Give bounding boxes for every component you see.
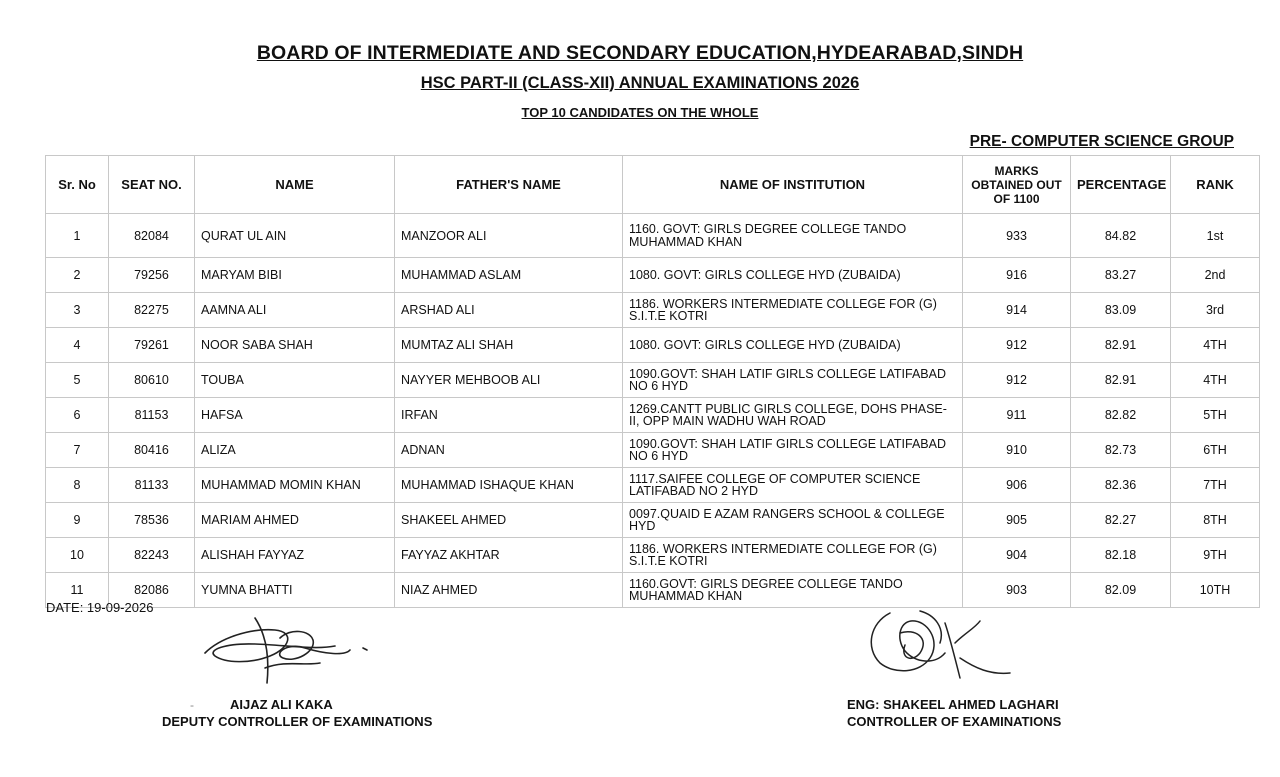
board-title: BOARD OF INTERMEDIATE AND SECONDARY EDUCATION,HYDEARABAD,SINDH xyxy=(256,42,1024,64)
cell-name: ALIZA xyxy=(195,433,395,468)
cell-rank: 6TH xyxy=(1171,433,1260,468)
cell-father: ADNAN xyxy=(395,433,623,468)
cell-institution: 1186. WORKERS INTERMEDIATE COLLEGE FOR (G) S.I.T.E KOTRI xyxy=(623,538,963,573)
cell-institution: 1117.SAIFEE COLLEGE OF COMPUTER SCIENCE LATIFABAD NO 2 HYD xyxy=(623,468,963,503)
cell-father: MANZOOR ALI xyxy=(395,214,623,258)
cell-sr: 9 xyxy=(46,503,109,538)
cell-sr: 10 xyxy=(46,538,109,573)
table-row xyxy=(46,363,1260,398)
signature-deputy-controller xyxy=(195,608,385,688)
col-header-marks: MARKS OBTAINED OUT OF 1100 xyxy=(963,156,1071,214)
cell-percentage: 84.82 xyxy=(1071,214,1171,258)
cell-percentage: 82.82 xyxy=(1071,398,1171,433)
cell-rank: 7TH xyxy=(1171,468,1260,503)
cell-seat: 80610 xyxy=(109,363,195,398)
table-row xyxy=(46,468,1260,503)
cell-father: IRFAN xyxy=(395,398,623,433)
signatory2-title: CONTROLLER OF EXAMINATIONS xyxy=(847,714,1062,729)
cell-father: FAYYAZ AKHTAR xyxy=(395,538,623,573)
cell-father: MUHAMMAD ISHAQUE KHAN xyxy=(395,468,623,503)
cell-institution: 1269.CANTT PUBLIC GIRLS COLLEGE, DOHS PHASE-II, OPP MAIN WADHU WAH ROAD xyxy=(623,398,963,433)
cell-name: QURAT UL AIN xyxy=(195,214,395,258)
col-header-sr: Sr. No xyxy=(46,156,109,214)
cell-rank: 1st xyxy=(1171,214,1260,258)
cell-percentage: 83.27 xyxy=(1071,258,1171,293)
cell-rank: 4TH xyxy=(1171,363,1260,398)
table-row xyxy=(46,398,1260,433)
table-row xyxy=(46,573,1260,608)
cell-sr: 8 xyxy=(46,468,109,503)
cell-rank: 10TH xyxy=(1171,573,1260,608)
cell-father: MUMTAZ ALI SHAH xyxy=(395,328,623,363)
col-header-name: NAME xyxy=(195,156,395,214)
table-row xyxy=(46,538,1260,573)
group-name: PRE- COMPUTER SCIENCE GROUP xyxy=(969,133,1234,150)
cell-name: AAMNA ALI xyxy=(195,293,395,328)
cell-institution: 1160.GOVT: GIRLS DEGREE COLLEGE TANDO MUHAMMAD KHAN xyxy=(623,573,963,608)
cell-father: NIAZ AHMED xyxy=(395,573,623,608)
cell-marks: 916 xyxy=(963,258,1071,293)
signatory1-name: AIJAZ ALI KAKA xyxy=(230,697,333,712)
cell-institution: 1090.GOVT: SHAH LATIF GIRLS COLLEGE LATIFABAD NO 6 HYD xyxy=(623,363,963,398)
cell-percentage: 82.36 xyxy=(1071,468,1171,503)
cell-institution: 1090.GOVT: SHAH LATIF GIRLS COLLEGE LATIFABAD NO 6 HYD xyxy=(623,433,963,468)
col-header-seat: SEAT NO. xyxy=(109,156,195,214)
cell-sr: 2 xyxy=(46,258,109,293)
cell-percentage: 82.18 xyxy=(1071,538,1171,573)
cell-marks: 912 xyxy=(963,328,1071,363)
cell-rank: 5TH xyxy=(1171,398,1260,433)
cell-father: SHAKEEL AHMED xyxy=(395,503,623,538)
table-row xyxy=(46,293,1260,328)
cell-name: MARIAM AHMED xyxy=(195,503,395,538)
cell-name: MARYAM BIBI xyxy=(195,258,395,293)
cell-seat: 81133 xyxy=(109,468,195,503)
cell-sr: 4 xyxy=(46,328,109,363)
cell-marks: 914 xyxy=(963,293,1071,328)
cell-seat: 79261 xyxy=(109,328,195,363)
cell-seat: 82243 xyxy=(109,538,195,573)
col-header-father: FATHER'S NAME xyxy=(395,156,623,214)
table-row xyxy=(46,258,1260,293)
cell-rank: 4TH xyxy=(1171,328,1260,363)
cell-name: MUHAMMAD MOMIN KHAN xyxy=(195,468,395,503)
cell-rank: 9TH xyxy=(1171,538,1260,573)
cell-sr: 7 xyxy=(46,433,109,468)
list-heading: TOP 10 CANDIDATES ON THE WHOLE xyxy=(521,105,759,120)
cell-institution: 1080. GOVT: GIRLS COLLEGE HYD (ZUBAIDA) xyxy=(623,258,963,293)
signatory2-name: ENG: SHAKEEL AHMED LAGHARI xyxy=(847,697,1059,712)
cell-name: ALISHAH FAYYAZ xyxy=(195,538,395,573)
cell-marks: 904 xyxy=(963,538,1071,573)
cell-name: NOOR SABA SHAH xyxy=(195,328,395,363)
cell-name: YUMNA BHATTI xyxy=(195,573,395,608)
cell-marks: 933 xyxy=(963,214,1071,258)
exam-subtitle: HSC PART-II (CLASS-XII) ANNUAL EXAMINATIONS 2026 xyxy=(420,74,860,92)
cell-marks: 910 xyxy=(963,433,1071,468)
cell-marks: 903 xyxy=(963,573,1071,608)
table-row xyxy=(46,214,1260,258)
cell-name: TOUBA xyxy=(195,363,395,398)
cell-seat: 82275 xyxy=(109,293,195,328)
table-row xyxy=(46,433,1260,468)
table-header-row xyxy=(46,156,1260,214)
cell-rank: 8TH xyxy=(1171,503,1260,538)
cell-marks: 905 xyxy=(963,503,1071,538)
cell-percentage: 82.91 xyxy=(1071,328,1171,363)
results-table xyxy=(45,155,1260,608)
table-row xyxy=(46,503,1260,538)
cell-father: NAYYER MEHBOOB ALI xyxy=(395,363,623,398)
col-header-percentage: PERCENTAGE xyxy=(1071,156,1171,214)
cell-seat: 78536 xyxy=(109,503,195,538)
cell-seat: 80416 xyxy=(109,433,195,468)
cell-rank: 2nd xyxy=(1171,258,1260,293)
cell-marks: 906 xyxy=(963,468,1071,503)
issue-date: DATE: 19-09-2026 xyxy=(46,600,154,615)
stray-mark: - xyxy=(190,698,194,712)
signatory1-title: DEPUTY CONTROLLER OF EXAMINATIONS xyxy=(162,714,433,729)
cell-percentage: 82.27 xyxy=(1071,503,1171,538)
cell-percentage: 82.09 xyxy=(1071,573,1171,608)
cell-seat: 82086 xyxy=(109,573,195,608)
cell-sr: 6 xyxy=(46,398,109,433)
col-header-institution: NAME OF INSTITUTION xyxy=(623,156,963,214)
cell-institution: 0097.QUAID E AZAM RANGERS SCHOOL & COLLEGE HYD xyxy=(623,503,963,538)
cell-percentage: 82.73 xyxy=(1071,433,1171,468)
cell-marks: 911 xyxy=(963,398,1071,433)
cell-marks: 912 xyxy=(963,363,1071,398)
cell-name: HAFSA xyxy=(195,398,395,433)
cell-father: MUHAMMAD ASLAM xyxy=(395,258,623,293)
cell-father: ARSHAD ALI xyxy=(395,293,623,328)
cell-institution: 1186. WORKERS INTERMEDIATE COLLEGE FOR (G) S.I.T.E KOTRI xyxy=(623,293,963,328)
table-row xyxy=(46,328,1260,363)
cell-sr: 3 xyxy=(46,293,109,328)
cell-seat: 79256 xyxy=(109,258,195,293)
cell-percentage: 82.91 xyxy=(1071,363,1171,398)
col-header-rank: RANK xyxy=(1171,156,1260,214)
cell-sr: 11 xyxy=(46,573,109,608)
cell-percentage: 83.09 xyxy=(1071,293,1171,328)
cell-institution: 1080. GOVT: GIRLS COLLEGE HYD (ZUBAIDA) xyxy=(623,328,963,363)
cell-institution: 1160. GOVT: GIRLS DEGREE COLLEGE TANDO MUHAMMAD KHAN xyxy=(623,214,963,258)
cell-seat: 81153 xyxy=(109,398,195,433)
cell-sr: 5 xyxy=(46,363,109,398)
cell-sr: 1 xyxy=(46,214,109,258)
cell-rank: 3rd xyxy=(1171,293,1260,328)
signature-controller xyxy=(860,603,1020,693)
cell-seat: 82084 xyxy=(109,214,195,258)
